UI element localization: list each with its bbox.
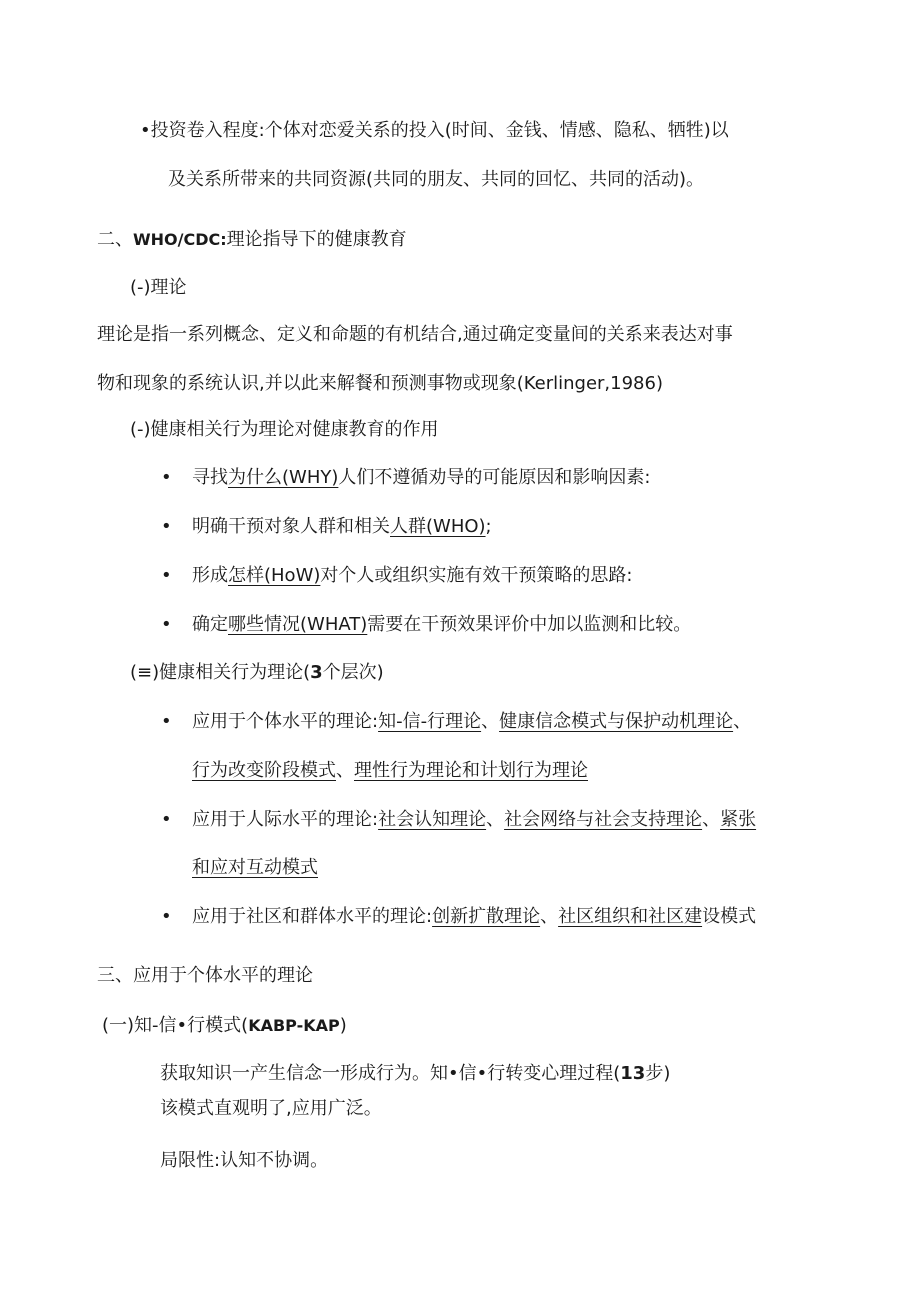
- bullet-icon: •: [161, 809, 172, 830]
- list-item: 形成怎样(HoW)对个人或组织实施有效干预策略的思路:: [192, 565, 633, 586]
- section-heading-3: 三、应用于个体水平的理论: [97, 965, 313, 986]
- level-individual-line2: 行为改变阶段模式、理性行为理论和计划行为理论: [192, 760, 588, 781]
- bullet-icon: •: [161, 614, 172, 635]
- bullet-icon: •: [161, 467, 172, 488]
- kabp-heading: (一)知-信•行模式(KABP-KAP): [102, 1015, 347, 1036]
- invest-text-line2: 及关系所带来的共同资源(共同的朋友、共同的回忆、共同的活动)。: [168, 169, 705, 190]
- level-interpersonal-line2: 和应对互动模式: [192, 857, 318, 878]
- list-item: 明确干预对象人群和相关人群(WHO);: [192, 516, 492, 537]
- section-2-prefix: 二、: [97, 229, 133, 250]
- bullet-icon: •: [161, 516, 172, 537]
- level-community: 应用于社区和群体水平的理论:创新扩散理论、社区组织和社区建设模式: [192, 906, 757, 927]
- subheading-theory: (-)理论: [130, 277, 187, 298]
- bullet-icon: •: [161, 711, 172, 732]
- level-individual-line1: 应用于个体水平的理论:知-信-行理论、健康信念模式与保护动机理论、: [192, 711, 752, 732]
- kabp-line1: 获取知识一产生信念一形成行为。知•信•行转变心理过程(13步): [160, 1063, 671, 1084]
- level-interpersonal-line1: 应用于人际水平的理论:社会认知理论、社会网络与社会支持理论、紧张: [192, 809, 757, 830]
- kabp-line2: 该模式直观明了,应用广泛。: [160, 1098, 382, 1119]
- list-item: 寻找为什么(WHY)人们不遵循劝导的可能原因和影响因素:: [192, 467, 651, 488]
- subheading-levels: (≡)健康相关行为理论(3个层次): [130, 662, 384, 683]
- bullet-icon: •: [161, 565, 172, 586]
- theory-definition-line2: 物和现象的系统认识,并以此来解餐和预测事物或现象(Kerlinger,1986): [97, 373, 663, 394]
- kabp-line3: 局限性:认知不协调。: [160, 1150, 329, 1171]
- bullet-icon: •: [161, 906, 172, 927]
- invest-text-line1: 投资卷入程度:个体对恋爱关系的投入(时间、金钱、情感、隐私、牺牲)以: [150, 120, 729, 141]
- section-2-rest: 理论指导下的健康教育: [226, 229, 407, 250]
- subheading-role: (-)健康相关行为理论对健康教育的作用: [130, 419, 439, 440]
- theory-definition-line1: 理论是指一系列概念、定义和命题的有机结合,通过确定变量间的关系来表达对事: [97, 324, 733, 345]
- list-item: 确定哪些情况(WHAT)需要在干预效果评价中加以监测和比较。: [192, 614, 692, 635]
- bullet-icon: •: [140, 120, 151, 141]
- invest-paragraph-line1: [140, 122, 729, 140]
- section-2-bold: WHO/CDC:: [133, 230, 227, 249]
- section-heading-2: [97, 231, 407, 249]
